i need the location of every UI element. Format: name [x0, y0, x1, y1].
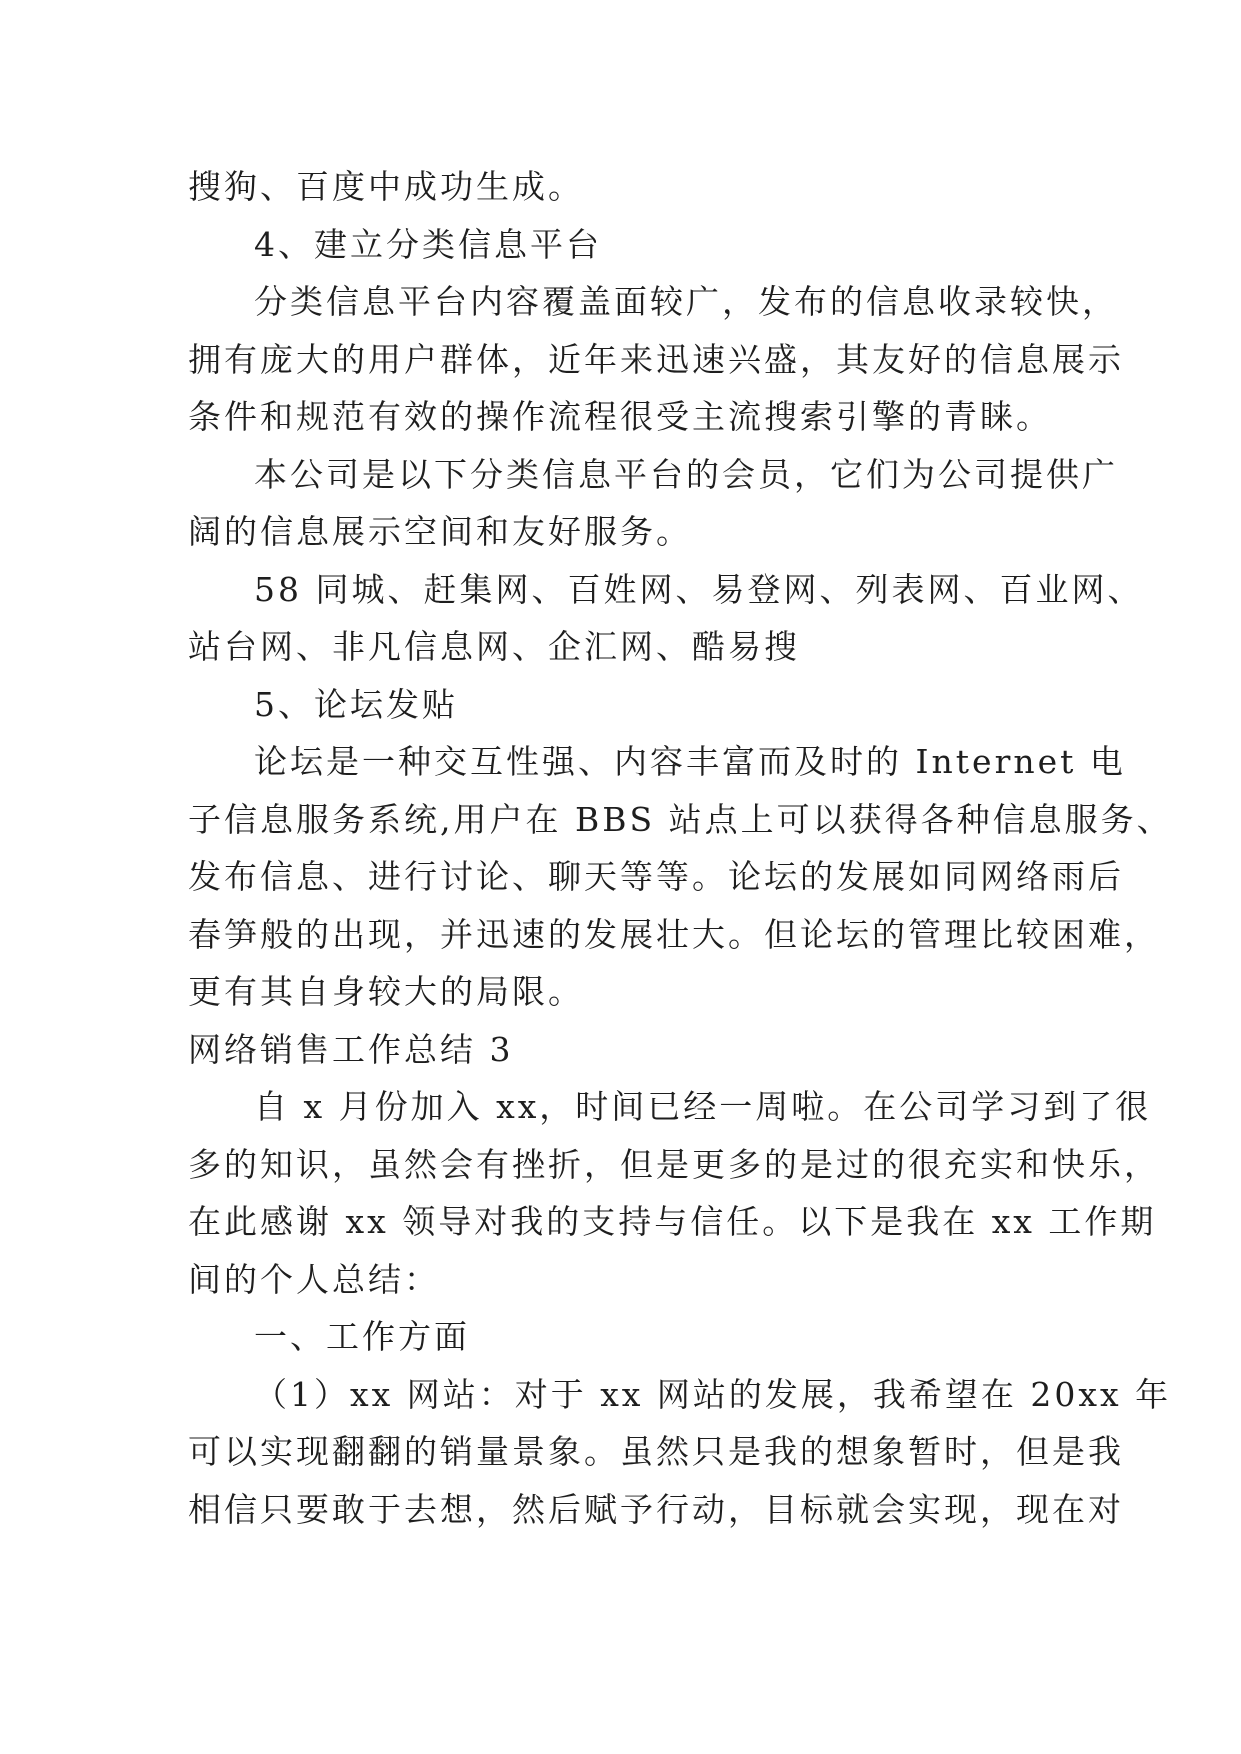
text-line: 阔的信息展示空间和友好服务。 — [188, 512, 692, 551]
text-line: 4、建立分类信息平台 — [254, 224, 602, 264]
text-line: 更有其自身较大的局限。 — [188, 972, 584, 1011]
text-line: 间的个人总结： — [188, 1259, 440, 1299]
text-line: 子信息服务系统,用户在 BBS 站点上可以获得各种信息服务、 — [188, 799, 1173, 839]
text-line: 分类信息平台内容覆盖面较广，发布的信息收录较快， — [254, 282, 1118, 321]
text-line: 春笋般的出现，并迅速的发展壮大。但论坛的管理比较困难， — [188, 914, 1160, 954]
text-line: 相信只要敢于去想，然后赋予行动，目标就会实现，现在对 — [188, 1489, 1124, 1529]
text-line: 条件和规范有效的操作流程很受主流搜索引擎的青睐。 — [188, 397, 1052, 436]
text-line: 站台网、非凡信息网、企汇网、酷易搜 — [188, 627, 800, 666]
text-line: 在此感谢 xx 领导对我的支持与信任。以下是我在 xx 工作期 — [188, 1202, 1157, 1241]
text-line: 本公司是以下分类信息平台的会员，它们为公司提供广 — [254, 454, 1118, 494]
text-line: 网络销售工作总结 3 — [188, 1029, 514, 1069]
text-line: 一、工作方面 — [254, 1317, 470, 1356]
text-line: 搜狗、百度中成功生成。 — [188, 167, 584, 206]
text-line: 论坛是一种交互性强、内容丰富而及时的 Internet 电 — [254, 742, 1126, 781]
document-body — [188, 158, 1173, 1538]
text-line: 5、论坛发贴 — [254, 684, 458, 724]
text-line: （1）xx 网站：对于 xx 网站的发展，我希望在 20xx 年 — [254, 1374, 1172, 1414]
text-line: 拥有庞大的用户群体，近年来迅速兴盛，其友好的信息展示 — [188, 339, 1124, 379]
text-line: 58 同城、赶集网、百姓网、易登网、列表网、百业网、 — [254, 569, 1144, 609]
document-page — [188, 158, 1173, 1538]
text-line: 多的知识，虽然会有挫折，但是更多的是过的很充实和快乐， — [188, 1144, 1160, 1184]
text-line: 自 x 月份加入 xx，时间已经一周啦。在公司学习到了很 — [254, 1087, 1152, 1126]
text-line: 可以实现翻翻的销量景象。虽然只是我的想象暂时，但是我 — [188, 1432, 1124, 1471]
text-line: 发布信息、进行讨论、聊天等等。论坛的发展如同网络雨后 — [188, 857, 1124, 896]
